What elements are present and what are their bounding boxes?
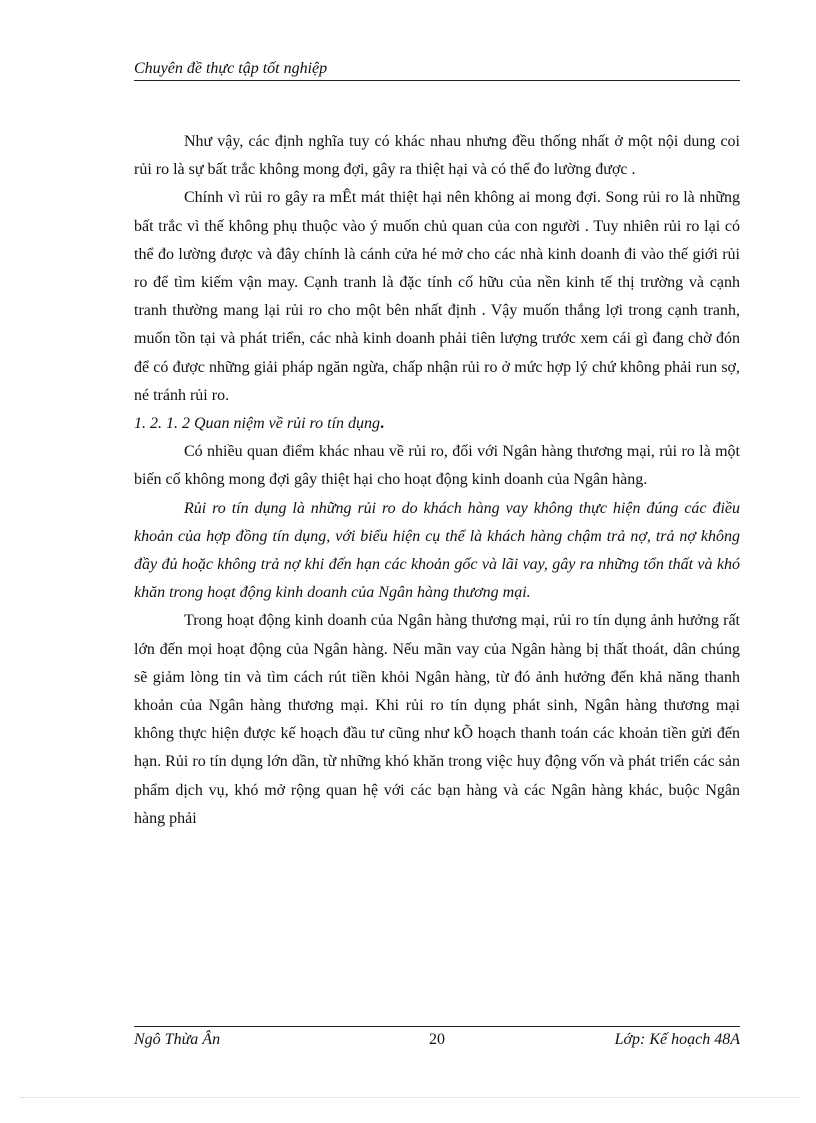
paragraph-1: Như vậy, các định nghĩa tuy có khác nhau nhưng đều thống nhất ở một nội dung coi rủi ro là sự bất trắc không mong đợi, gây ra thiệt hại và có thể đo lường được .: [134, 133, 740, 179]
paragraph-3: Có nhiều quan điểm khác nhau về rủi ro, đối với Ngân hàng thương mại, rủi ro là một biến cố không mong đợi gây thiệt hại cho hoạt động kinh doanh của Ngân hàng.: [134, 443, 740, 489]
page-number: 20: [429, 1031, 445, 1048]
paragraph-5: Trong hoạt động kinh doanh của Ngân hàng thương mại, rủi ro tín dụng ảnh hưởng rất lớn đến mọi hoạt động của Ngân hàng. Nếu mãn vay của Ngân hàng bị thất thoát, dân chúng sẽ giảm lòng tin và tìm cách rút tiền khỏi Ngân hàng, từ đó ảnh hưởng đến khả năng thanh khoản của Ngân hàng thương mại. Khi rủi ro tín dụng phát sinh, Ngân hàng thương mại không thực hiện được kế hoạch đầu tư cũng như kÕ hoạch thanh toán các khoản tiền gửi đến hạn. Rủi ro tín dụng lớn dần, từ những khó khăn trong việc huy động vốn và phát triển các sản phẩm dịch vụ, khó mở rộng quan hệ với các bạn hàng và các Ngân hàng khác, buộc Ngân hàng phải: [134, 612, 740, 827]
footer-author: Ngô Thừa Ân: [134, 1031, 221, 1048]
definition-paragraph: Rủi ro tín dụng là những rủi ro do khách hàng vay không thực hiện đúng các điều khoản của hợp đồng tín dụng, với biểu hiện cụ thể là khách hàng chậm trả nợ, trả nợ không đầy đủ hoặc không trả nợ khi đến hạn các khoản gốc và lãi vay, gây ra những tổn thất và khó khăn trong hoạt động kinh doanh của Ngân hàng thương mại.: [134, 499, 740, 602]
section-heading: [134, 410, 740, 438]
header-title: Chuyên đề thực tập tốt nghiệp: [134, 60, 328, 77]
page-footer: [134, 1026, 740, 1051]
page-content: [134, 128, 740, 833]
page-bottom-divider: [20, 1097, 800, 1098]
section-heading-dot: .: [380, 415, 385, 433]
section-heading-text: 1. 2. 1. 2 Quan niệm về rủi ro tín dụng: [134, 415, 381, 433]
footer-class: Lớp: Kế hoạch 48A: [614, 1031, 740, 1048]
page-header: [134, 58, 740, 81]
paragraph-2: Chính vì rủi ro gây ra mÊt mát thiệt hại nên không ai mong đợi. Song rủi ro là những bất trắc vì thế không phụ thuộc vào ý muốn chủ quan của con người . Tuy nhiên rủi ro lại có thể đo lường được và đây chính là cánh cửa hé mở cho các nhà kinh doanh đi vào thế giới rủi ro để tìm kiếm vận may. Cạnh tranh là đặc tính cố hữu của nền kinh tế thị trường và cạnh tranh thường mang lại rủi ro cho một bên nhất định . Vậy muốn thắng lợi trong cạnh tranh, muốn tồn tại và phát triển, các nhà kinh doanh phải tiên lượng trước xem cái gì đang chờ đón để có được những giải pháp ngăn ngừa, chấp nhận rủi ro ở mức hợp lý chứ không phải run sợ, né tránh rủi ro.: [134, 189, 740, 404]
